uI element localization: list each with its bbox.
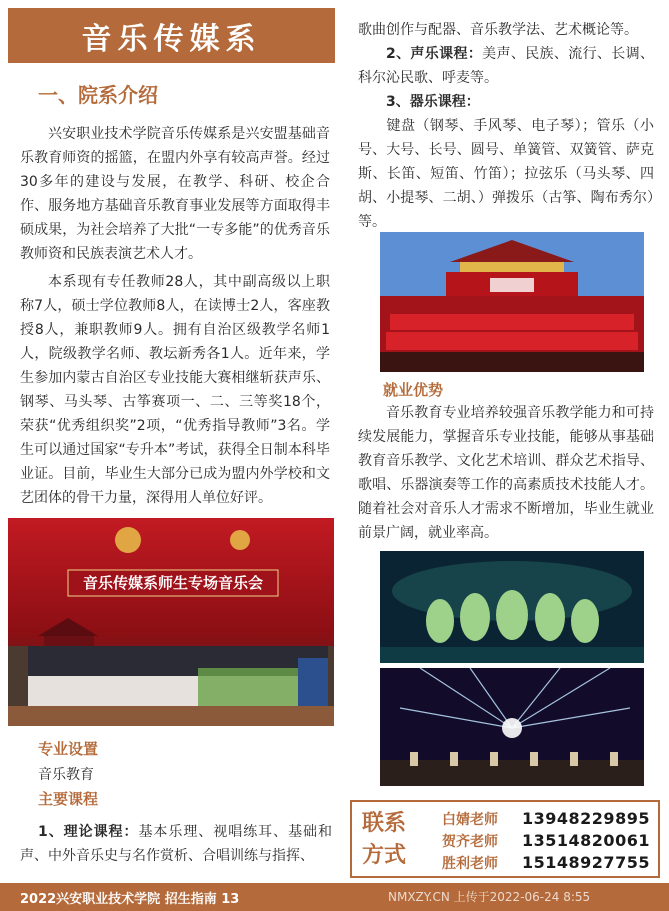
courses-2-label: 2、声乐课程： (386, 46, 483, 62)
contact-name: 胜利老师 (442, 856, 498, 872)
courses-2-text: 美声、民族、流行、长调、科尔沁民歌、呼麦等。 (358, 46, 654, 86)
contact-row (442, 809, 652, 829)
stage-show-graphic (380, 668, 644, 786)
page-title: 音乐传媒系 (81, 21, 262, 57)
dance-performance-photo (380, 551, 644, 663)
choir-stage-photo (380, 232, 644, 372)
footer-text: 2022兴安职业技术学院 招生指南 13 (20, 892, 240, 907)
page-title-band (8, 8, 335, 63)
intro-paragraph-2: 本系现有专任教师28人，其中副高级以上职称7人，硕士学位教师8人，在读博士2人，客座教授8人，兼职教师9人。拥有自治区级教学名师1人，院级教学名师、教坛新秀各1人。近年来，学生参加内蒙古自治区专业技能大赛相继斩获声乐、钢琴、马头琴、古筝赛项一、二、三等奖18个，荣获“优秀组织奖”2项，“优秀指导教师”3名。学生可以通过国家“专升本”考试，获得全日制本科毕业证。目前，毕业生大部分已成为盟内外学校和文艺团体的骨干力量，深得用人单位好评。 (20, 274, 330, 506)
courses-theory-part1 (20, 820, 332, 868)
concert-photo-graphic (8, 518, 334, 726)
contact-row (442, 853, 652, 873)
choir-stage-graphic (380, 232, 644, 372)
employment-paragraph: 音乐教育专业培养较强音乐教学能力和可持续发展能力，掌握音乐专业技能，能够从事基础教育音乐教学、文化艺术培训、群众艺术指导、歌唱、乐器演奏等工作的高素质技术技能人才。随着社会对音乐人才需求不断增加，毕业生就业前景广阔，就业率高。 (358, 405, 654, 541)
contact-phone[interactable]: 13514820061 (522, 831, 650, 850)
courses-3-label: 3、器乐课程： (386, 94, 480, 110)
contact-phone[interactable]: 15148927755 (522, 853, 650, 872)
major-text: 音乐教育 (38, 767, 94, 783)
contact-label: 联系方式 (362, 811, 407, 868)
courses-1-text-start: 基本乐理、视唱练耳、基础和声、中外音乐史与名作赏析、合唱训练与指挥、 (20, 824, 332, 864)
right-column-courses (358, 18, 654, 234)
stage-show-photo (380, 668, 644, 786)
contact-name: 贺齐老师 (442, 834, 498, 850)
section-heading: 一、院系介绍 (38, 83, 158, 107)
upload-watermark: NMXZY.CN 上传于2022-06-24 8:55 (388, 890, 591, 904)
dance-performance-graphic (380, 551, 644, 663)
courses-1-label: 1、理论课程： (38, 824, 139, 840)
major-heading: 专业设置 (38, 740, 99, 758)
contact-row (442, 831, 652, 851)
courses-heading: 主要课程 (38, 790, 99, 808)
courses-3-text: 键盘（钢琴、手风琴、电子琴）；管乐（小号、大号、长号、圆号、单簧管、双簧管、萨克斯、长笛、短笛、竹笛）；拉弦乐（马头琴、四胡、小提琴、二胡、）弹拨乐（古筝、陶布秀尔）等。 (358, 118, 654, 230)
concert-banner-text: 音乐传媒系师生专场音乐会 (82, 574, 264, 592)
employment-heading: 就业优势 (383, 381, 444, 399)
concert-photo (8, 518, 334, 726)
courses-1-text-end: 歌曲创作与配器、音乐教学法、艺术概论等。 (358, 22, 638, 38)
contact-name: 白婧老师 (442, 812, 498, 828)
intro-paragraph-1: 兴安职业技术学院音乐传媒系是兴安盟基础音乐教育师资的摇篮，在盟内外享有较高声誉。经过30多年的建设与发展，在教学、科研、校企合作、服务地方基础音乐教育事业发展等方面取得丰硕成果，为社会培养了大批“一专多能”的优秀音乐教师资和民族表演艺术人才。 (20, 126, 330, 262)
contact-phone[interactable]: 13948229895 (522, 809, 650, 828)
